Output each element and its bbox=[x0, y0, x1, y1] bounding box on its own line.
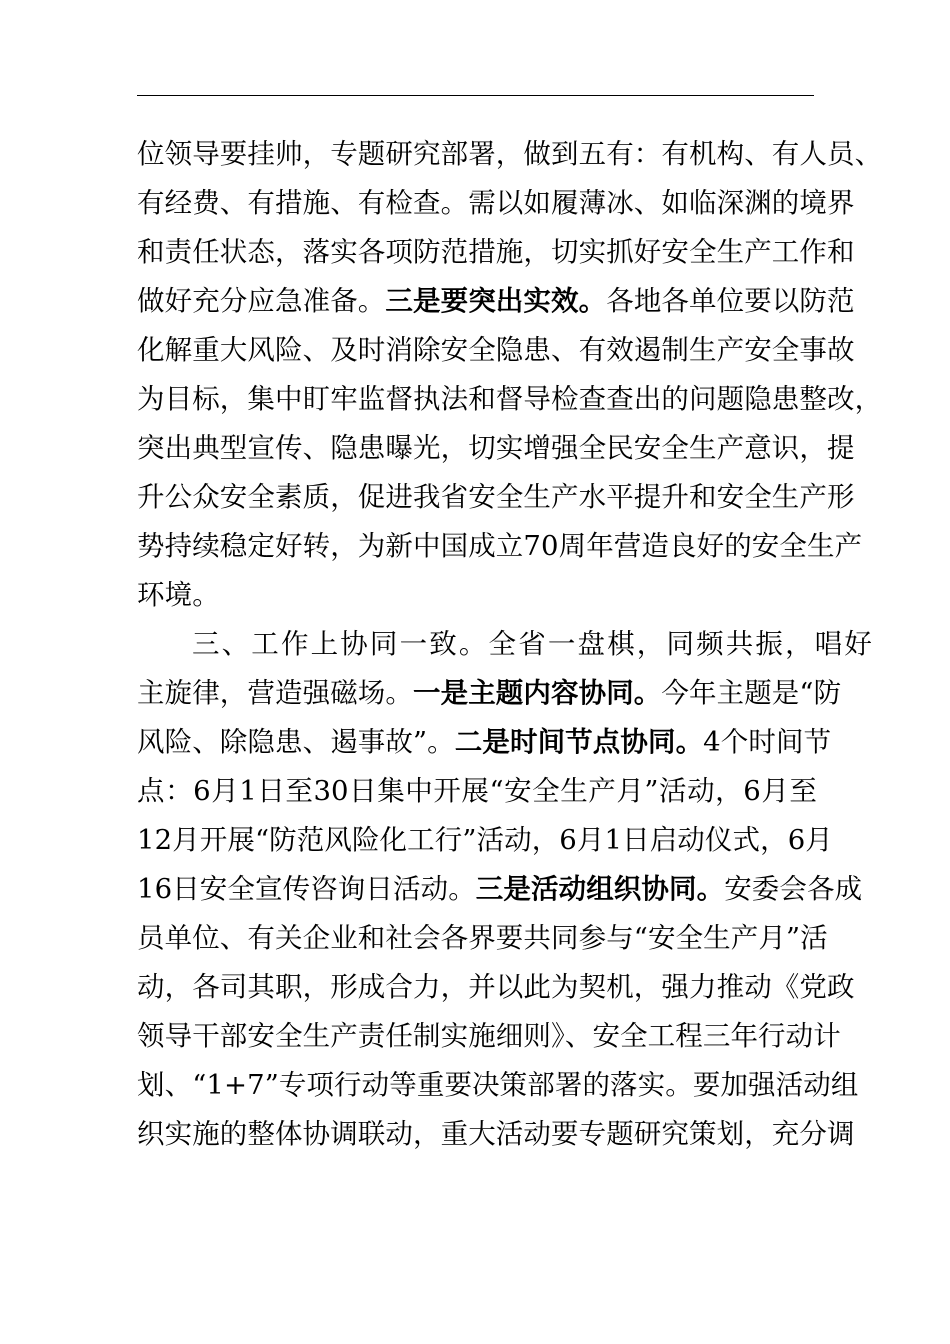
text-segment: 16日安全宣传咨询日活动。 bbox=[137, 873, 476, 905]
text-line-12 bbox=[137, 669, 842, 718]
text-segment: 员单位、有关企业和社会各界要共同参与“安全生产月”活 bbox=[137, 922, 828, 954]
text-segment: 环境。 bbox=[137, 579, 220, 611]
text-line-7 bbox=[137, 424, 855, 473]
bold-heading-segment: 二是时间节点协同。 bbox=[454, 726, 704, 758]
text-segment: 各地各单位要以防范 bbox=[606, 285, 855, 317]
text-segment: 主旋律，营造强磁场。 bbox=[137, 677, 413, 709]
text-segment: 12月开展“防范风险化工行”活动，6月1日启动仪式，6月 bbox=[137, 824, 833, 856]
text-segment: 今年主题是“防 bbox=[661, 677, 842, 709]
text-segment: 安委会各成 bbox=[724, 873, 863, 905]
text-line-16 bbox=[137, 865, 863, 914]
body-text bbox=[137, 130, 883, 1159]
text-segment: 位领导要挂帅，专题研究部署，做到五有：有机构、有人员、 bbox=[137, 138, 883, 170]
text-segment: 为目标，集中盯牢监督执法和督导检查查出的问题隐患整改， bbox=[137, 383, 883, 415]
text-segment: 和责任状态，落实各项防范措施，切实抓好安全生产工作和 bbox=[137, 236, 855, 268]
bold-heading-segment: 一是主题内容协同。 bbox=[413, 677, 662, 709]
text-segment: 划、“1+7”专项行动等重要决策部署的落实。要加强活动组 bbox=[137, 1069, 859, 1101]
text-line-10 bbox=[137, 571, 817, 620]
text-line-6 bbox=[137, 375, 883, 424]
text-segment: 领导干部安全生产责任制实施细则》、安全工程三年行动计 bbox=[137, 1020, 841, 1052]
text-segment: 织实施的整体协调联动，重大活动要专题研究策划，充分调 bbox=[137, 1118, 855, 1150]
text-segment: 动，各司其职，形成合力，并以此为契机，强力推动《党政 bbox=[137, 971, 855, 1003]
text-segment: 突出典型宣传、隐患曝光，切实增强全民安全生产意识，提 bbox=[137, 432, 855, 464]
text-line-20 bbox=[137, 1061, 859, 1110]
text-segment: 化解重大风险、及时消除安全隐患、有效遏制生产安全事故 bbox=[137, 334, 855, 366]
text-line-15 bbox=[137, 816, 833, 865]
text-line-3 bbox=[137, 228, 855, 277]
text-line-14 bbox=[137, 767, 817, 816]
text-line-11 bbox=[137, 620, 872, 669]
text-segment: 升公众安全素质，促进我省安全生产水平提升和安全生产形 bbox=[137, 481, 855, 513]
text-segment: 点：6月1日至30日集中开展“安全生产月”活动，6月至 bbox=[137, 775, 817, 807]
text-segment: 4个时间节 bbox=[703, 726, 832, 758]
text-segment: 风险、除隐患、遏事故”。 bbox=[137, 726, 455, 758]
text-segment: 做好充分应急准备。 bbox=[137, 285, 386, 317]
text-line-1 bbox=[137, 130, 883, 179]
bold-heading-segment: 三是要突出实效。 bbox=[385, 285, 607, 317]
text-segment: 势持续稳定好转，为新中国成立70周年营造良好的安全生产 bbox=[137, 530, 863, 562]
text-line-18 bbox=[137, 963, 855, 1012]
text-line-19 bbox=[137, 1012, 841, 1061]
bold-heading-segment: 三是活动组织协同。 bbox=[475, 873, 725, 905]
text-segment: 三、工作上协同一致。全省一盘棋，同频共振，唱好 bbox=[192, 628, 872, 660]
text-line-9 bbox=[137, 522, 863, 571]
text-line-4 bbox=[137, 277, 855, 326]
text-segment: 有经费、有措施、有检查。需以如履薄冰、如临深渊的境界 bbox=[137, 187, 855, 219]
header-rule bbox=[137, 95, 814, 96]
text-line-2 bbox=[137, 179, 855, 228]
text-line-8 bbox=[137, 473, 855, 522]
text-line-21 bbox=[137, 1110, 855, 1159]
text-line-5 bbox=[137, 326, 855, 375]
text-line-13 bbox=[137, 718, 832, 767]
text-line-17 bbox=[137, 914, 828, 963]
